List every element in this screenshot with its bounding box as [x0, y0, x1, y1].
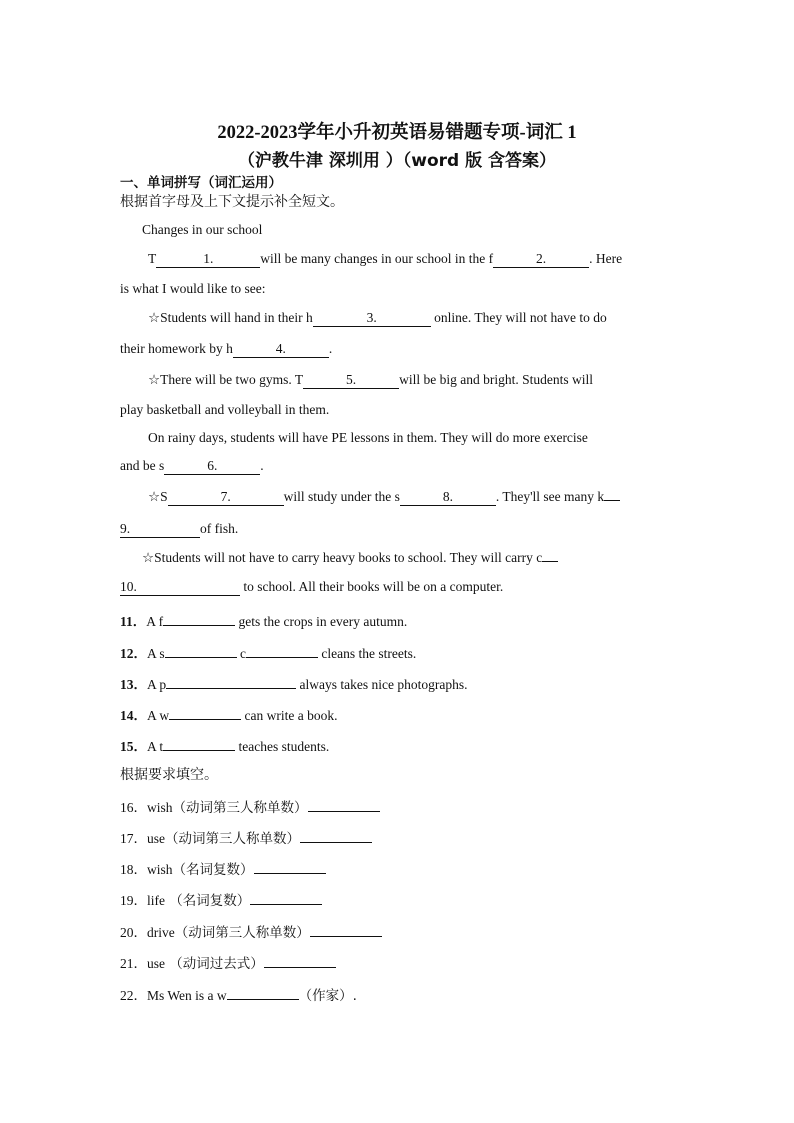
answer-blank[interactable] — [227, 999, 299, 1000]
question-19: 19．life （名词复数） — [120, 889, 322, 909]
answer-blank[interactable] — [308, 811, 380, 812]
question-11: 11．A f gets the crops in every autumn. — [120, 614, 408, 629]
passage-line: is what I would like to see: — [120, 281, 266, 296]
blank-9[interactable]: 9. — [120, 522, 200, 538]
question-17: 17．use（动词第三人称单数） — [120, 827, 372, 847]
passage-line: ☆Students will not have to carry heavy books to school. They will carry c — [142, 550, 558, 566]
blank-2[interactable]: 2. — [493, 252, 589, 268]
blank-1[interactable]: 1. — [156, 252, 260, 268]
answer-blank[interactable] — [300, 842, 372, 843]
passage-line: ☆Students will hand in their h 3. online. They will not have to do — [148, 310, 607, 325]
question-21: 21．use （动词过去式） — [120, 952, 336, 972]
blank-10[interactable]: 10. — [120, 580, 240, 596]
question-22: 22．Ms Wen is a w （作家）. — [120, 988, 357, 1004]
document-title: 2022-2023学年小升初英语易错题专项-词汇 1 — [217, 123, 577, 143]
question-20: 20．drive（动词第三人称单数） — [120, 921, 382, 941]
question-12: 12．A s c cleans the streets. — [120, 646, 417, 661]
passage-line: ☆S 7. will study under the s 8. . They'll see many k — [148, 489, 620, 506]
passage-line: T 1. will be many changes in our school in the f 2. . Here — [148, 251, 623, 266]
answer-blank[interactable] — [163, 625, 235, 626]
question-15: 15．A t teaches students. — [120, 739, 330, 754]
question-16: 16．wish（动词第三人称单数） — [120, 796, 380, 816]
blank-4[interactable]: 4. — [233, 342, 329, 358]
section-instruction: 根据首字母及上下文提示补全短文。 — [120, 194, 344, 210]
blank-3[interactable]: 3. — [313, 311, 431, 327]
blank-5[interactable]: 5. — [303, 373, 399, 389]
question-18: 18．wish（名词复数） — [120, 858, 326, 878]
answer-blank[interactable] — [250, 904, 322, 905]
answer-blank[interactable] — [165, 657, 237, 658]
section-heading: 一、单词拼写（词汇运用） — [120, 175, 282, 191]
answer-blank[interactable] — [254, 873, 326, 874]
blank-8[interactable]: 8. — [400, 490, 496, 506]
blank-6[interactable]: 6. — [164, 459, 260, 475]
answer-blank[interactable] — [163, 750, 235, 751]
section2-instruction: 根据要求填空。 — [120, 767, 218, 783]
question-14: 14．A w can write a book. — [120, 708, 338, 723]
answer-blank[interactable] — [166, 688, 296, 689]
passage-title: Changes in our school — [142, 222, 263, 237]
blank-10-start[interactable] — [542, 561, 558, 562]
passage-line: 9. of fish. — [120, 521, 239, 536]
passage-line: and be s 6. . — [120, 458, 264, 473]
passage-line: 10. to school. All their books will be on a computer. — [120, 579, 504, 594]
document-subtitle: （沪教牛津 深圳用 ）（word 版 含答案） — [237, 151, 557, 171]
blank-9-start[interactable] — [604, 500, 620, 501]
passage-line: On rainy days, students will have PE lessons in them. They will do more exercise — [148, 430, 588, 445]
passage-line: their homework by h 4. . — [120, 341, 333, 356]
answer-blank[interactable] — [264, 967, 336, 968]
passage-line: ☆There will be two gyms. T 5. will be big and bright. Students will — [148, 372, 593, 387]
answer-blank[interactable] — [310, 936, 382, 937]
blank-7[interactable]: 7. — [168, 490, 284, 506]
answer-blank[interactable] — [169, 719, 241, 720]
question-13: 13．A p always takes nice photographs. — [120, 677, 468, 692]
passage-line: play basketball and volleyball in them. — [120, 402, 330, 417]
answer-blank[interactable] — [246, 657, 318, 658]
